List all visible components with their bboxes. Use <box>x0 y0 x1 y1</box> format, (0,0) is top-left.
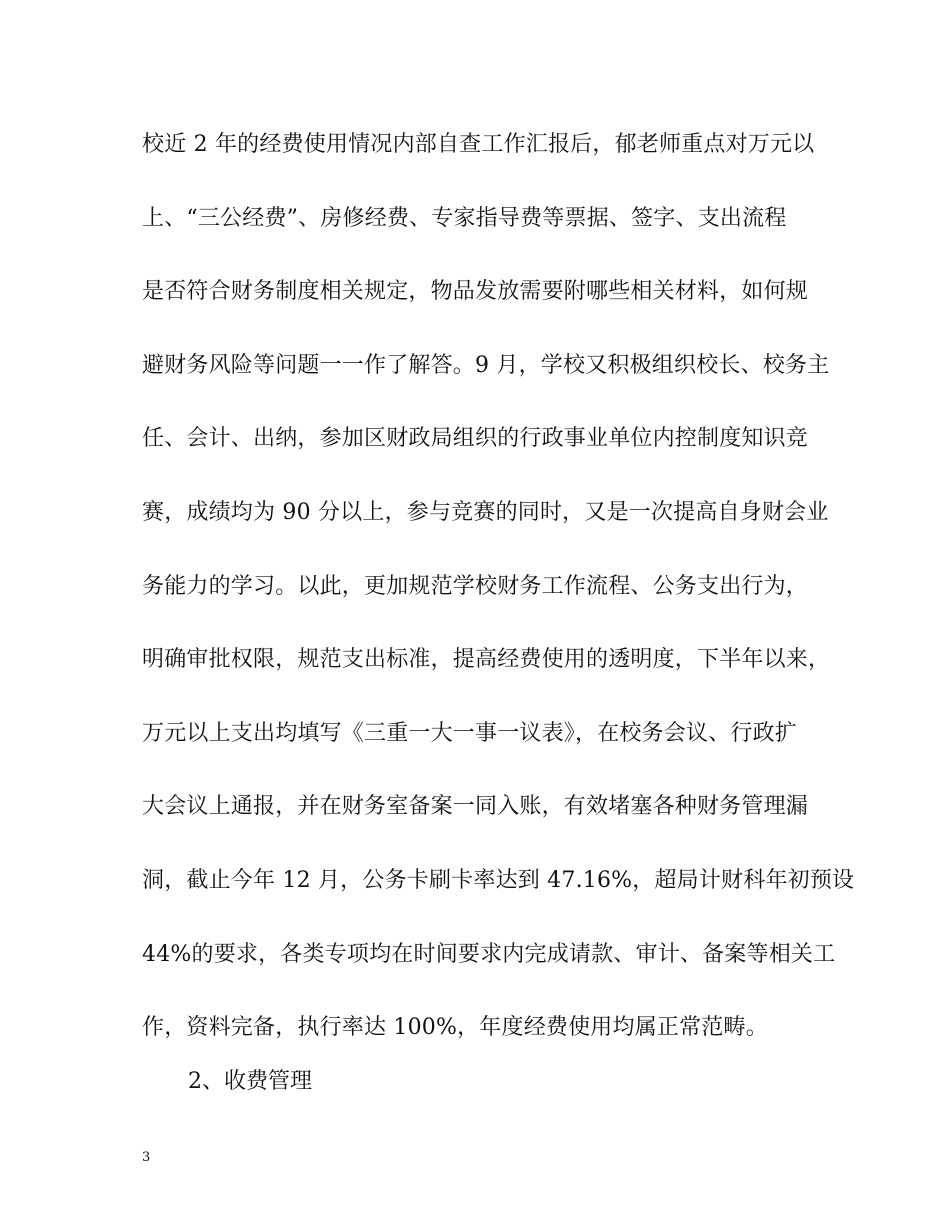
paragraph-line: 赛，成绩均为 90 分以上，参与竞赛的同时，又是一次提高自身财会业 <box>142 499 829 525</box>
paragraph-line: 上、“三公经费”、房修经费、专家指导费等票据、签字、支出流程 <box>142 205 787 231</box>
paragraph-line: 洞，截止今年 12 月，公务卡刷卡率达到 47.16%，超局计财科年初预设 <box>142 867 855 893</box>
paragraph-line: 大会议上通报，并在财务室备案一同入账，有效堵塞各种财务管理漏 <box>142 794 809 820</box>
page-number: 3 <box>142 1150 151 1165</box>
paragraph-line: 44%的要求，各类专项均在时间要求内完成请款、审计、备案等相关工 <box>142 941 836 967</box>
paragraph-line: 任、会计、出纳，参加区财政局组织的行政事业单位内控制度知识竞 <box>142 426 809 452</box>
paragraph-line: 明确审批权限，规范支出标准，提高经费使用的透明度，下半年以来， <box>142 647 831 673</box>
paragraph-line: 务能力的学习。以此，更加规范学校财务工作流程、公务支出行为， <box>142 573 809 599</box>
paragraph-line: 万元以上支出均填写《三重一大一事一议表》，在校务会议、行政扩 <box>142 720 798 746</box>
paragraph-line: 是否符合财务制度相关规定，物品发放需要附哪些相关材料，如何规 <box>142 279 809 305</box>
paragraph-line: 作，资料完备，执行率达 100%，年度经费使用均属正常范畴。 <box>142 1015 768 1041</box>
paragraph-line: 避财务风险等问题一一作了解答。9 月，学校又积极组织校长、校务主 <box>142 352 830 378</box>
section-heading: 2、收费管理 <box>188 1069 312 1094</box>
paragraph-line: 校近 2 年的经费使用情况内部自查工作汇报后，郁老师重点对万元以 <box>142 132 815 157</box>
body-paragraph <box>142 126 855 1083</box>
